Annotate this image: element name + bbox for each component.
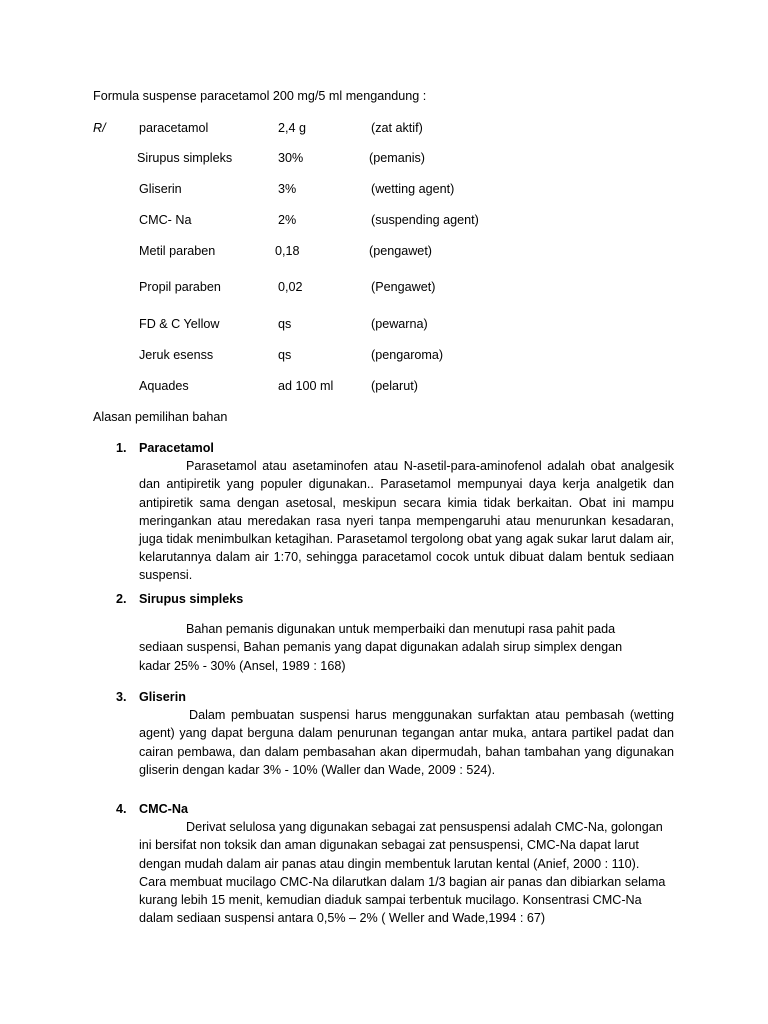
formula-row bbox=[0, 119, 768, 139]
ingredient-role: (pelarut) bbox=[371, 379, 418, 393]
item-number: 3. bbox=[116, 690, 127, 704]
ingredient-amount: 3% bbox=[278, 182, 297, 196]
ingredient-amount: 2,4 g bbox=[278, 121, 307, 135]
ingredient-name: Aquades bbox=[139, 379, 189, 393]
formula-row bbox=[0, 180, 768, 200]
item-heading: Paracetamol bbox=[139, 441, 214, 455]
ingredient-amount: 2% bbox=[278, 213, 297, 227]
rx-mark: R/ bbox=[93, 121, 106, 135]
ingredient-role: (zat aktif) bbox=[371, 121, 423, 135]
item-heading: Sirupus simpleks bbox=[139, 592, 244, 606]
ingredient-amount: 0,18 bbox=[275, 244, 300, 258]
item-number: 1. bbox=[116, 441, 127, 455]
ingredient-amount: qs bbox=[278, 317, 292, 331]
list-item bbox=[139, 688, 674, 779]
item-paragraph: Derivat selulosa yang digunakan sebagai zat pensuspensi adalah CMC-Na, golongan ini bersifat non toksik dan aman digunakan sebagai zat pensuspensi, CMC-Na dapat larut dengan mudah dalam air panas atau dingin membentuk larutan kental (Anief, 2000 : 110). Cara membuat mucilago CMC-Na dilarutkan dalam 1/3 bagian air panas dan dibiarkan selama kurang lebih 15 menit, kemudian diaduk sampai terbentuk mucilago. Konsentrasi CMC-Na dalam sediaan suspensi antara 0,5% – 2% ( Weller and Wade,1994 : 67) bbox=[139, 820, 666, 926]
ingredient-name: CMC- Na bbox=[139, 213, 192, 227]
ingredient-name: paracetamol bbox=[139, 121, 209, 135]
ingredient-role: (pengawet) bbox=[369, 244, 433, 258]
item-paragraph: Parasetamol atau asetaminofen atau N-asetil-para-aminofenol adalah obat analgesik dan antipiretik yang populer digunakan.. Parasetamol mempunyai daya kerja analgetik dan antipiretik sama dengan asetosal, meskipun secara kimia tidak berkaitan. Obat ini mampu meringankan atau meredakan rasa nyeri tanpa mempengaruhi atau menurunkan kesadaran, juga tidak menimbulkan ketagihan. Parasetamol tergolong obat yang agak sukar larut dalam air, kelarutannya dalam air 1:70, sehingga paracetamol cocok untuk dibuat dalam bentuk sediaan suspensi. bbox=[139, 459, 674, 583]
ingredient-name: FD & C Yellow bbox=[139, 317, 220, 331]
formula-row bbox=[0, 315, 768, 335]
ingredient-role: (pewarna) bbox=[371, 317, 428, 331]
ingredient-amount: ad 100 ml bbox=[278, 379, 334, 393]
ingredient-amount: 0,02 bbox=[278, 280, 303, 294]
ingredient-name: Propil paraben bbox=[139, 280, 221, 294]
ingredient-name: Jeruk esenss bbox=[139, 348, 214, 362]
item-heading: CMC-Na bbox=[139, 802, 188, 816]
item-heading: Gliserin bbox=[139, 690, 186, 704]
ingredient-role: (suspending agent) bbox=[371, 213, 479, 227]
list-item bbox=[139, 800, 669, 927]
ingredient-name: Gliserin bbox=[139, 182, 182, 196]
item-number: 2. bbox=[116, 592, 127, 606]
section-title: Alasan pemilihan bahan bbox=[93, 410, 228, 424]
list-item bbox=[139, 439, 674, 585]
ingredient-amount: qs bbox=[278, 348, 292, 362]
formula-row bbox=[0, 278, 768, 298]
item-paragraph: Dalam pembuatan suspensi harus menggunakan surfaktan atau pembasah (wetting agent) yang dapat berguna dalam penurunan tegangan antar muka, antara partikel padat dan cairan pembawa, dan dalam pembasahan akan dipermudah, bahan tambahan yang digunakan gliserin dengan kadar 3% - 10% (Waller dan Wade, 2009 : 524). bbox=[139, 708, 674, 777]
ingredient-role: (Pengawet) bbox=[371, 280, 436, 294]
ingredient-name: Sirupus simpleks bbox=[137, 151, 233, 165]
item-paragraph: Bahan pemanis digunakan untuk memperbaiki dan menutupi rasa pahit pada sediaan suspensi, Bahan pemanis yang dapat digunakan adalah sirup simplex dengan kadar 25% - 30% (Ansel, 1989 : 168) bbox=[139, 622, 623, 673]
ingredient-role: (pemanis) bbox=[369, 151, 425, 165]
formula-row bbox=[0, 346, 768, 366]
formula-row bbox=[0, 242, 768, 262]
ingredient-role: (wetting agent) bbox=[371, 182, 455, 196]
ingredient-role: (pengaroma) bbox=[371, 348, 444, 362]
document-title: Formula suspense paracetamol 200 mg/5 ml mengandung : bbox=[93, 89, 427, 103]
item-number: 4. bbox=[116, 802, 127, 816]
list-item bbox=[139, 590, 674, 675]
formula-row bbox=[0, 377, 768, 397]
ingredient-name: Metil paraben bbox=[139, 244, 216, 258]
formula-row bbox=[0, 149, 768, 169]
formula-row bbox=[0, 211, 768, 231]
ingredient-amount: 30% bbox=[278, 151, 304, 165]
